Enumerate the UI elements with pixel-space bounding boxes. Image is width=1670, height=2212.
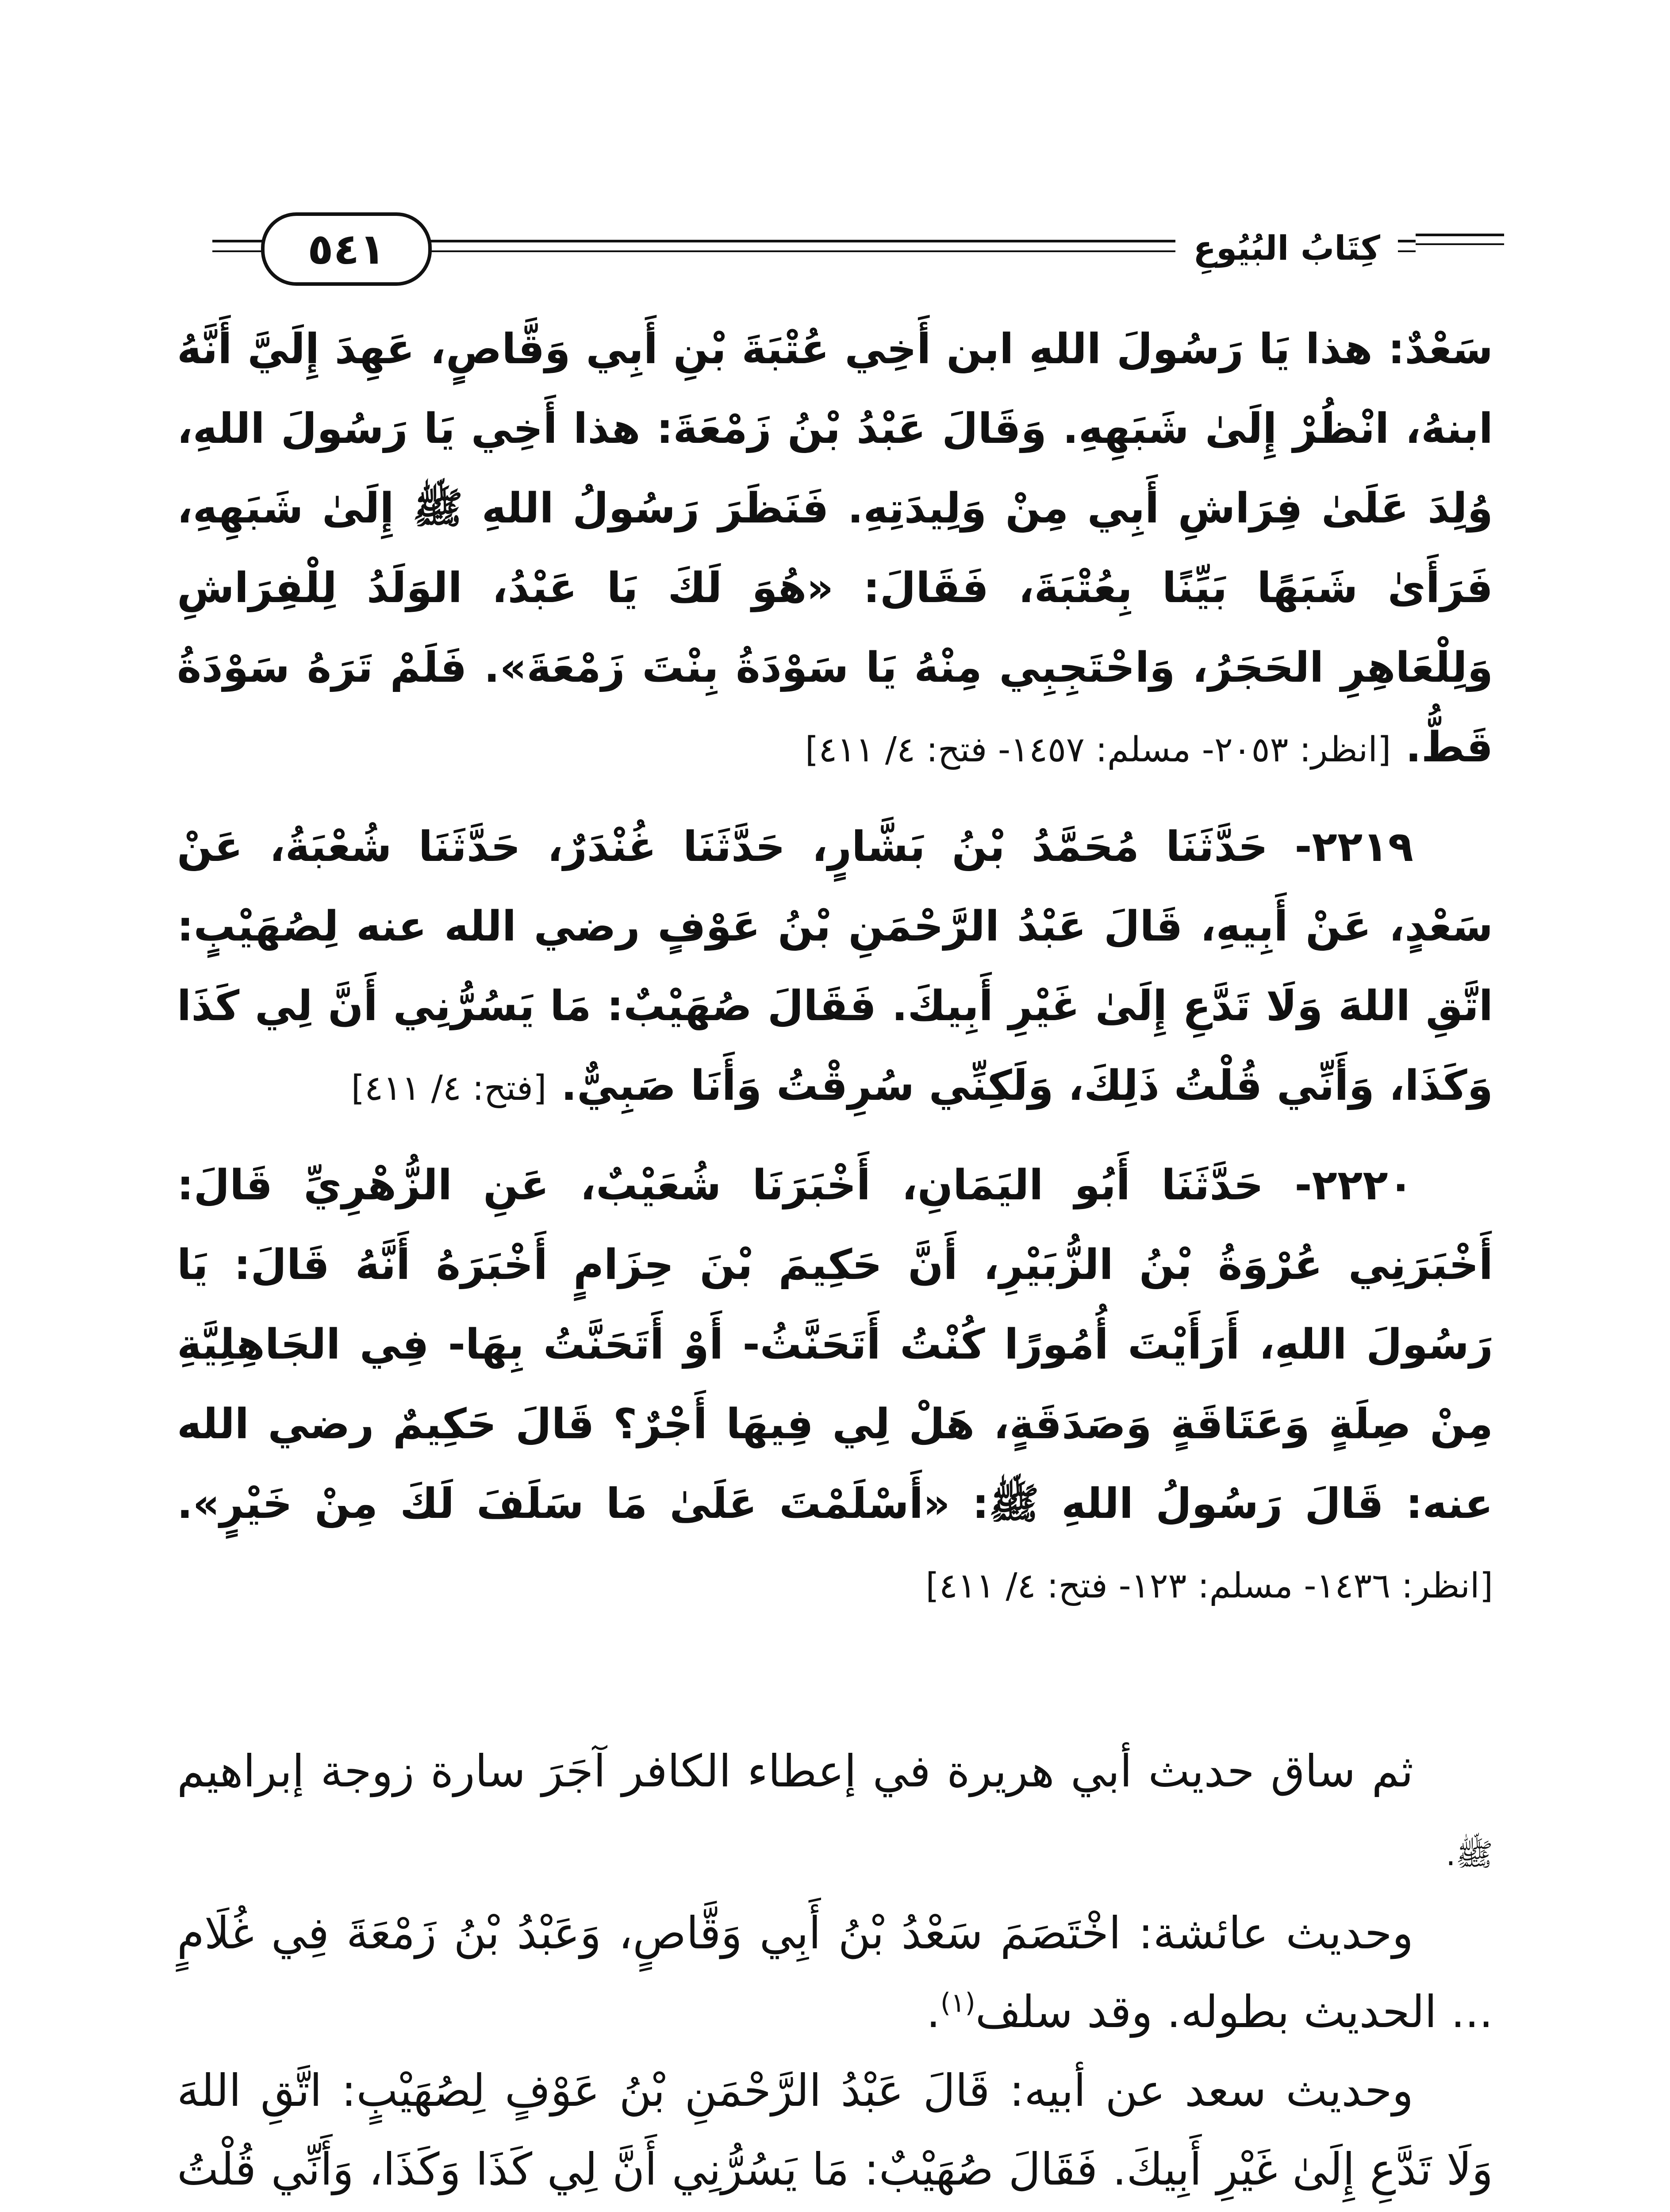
- hadith-body: ٢٢١٩- حَدَّثَنَا مُحَمَّدُ بْنُ بَشَّارٍ، حَدَّثَنَا غُنْدَرٌ، حَدَّثَنَا شُعْبَةُ، عَنْ سَعْدٍ، عَنْ أَبِيهِ، قَالَ عَبْدُ الرَّحْمَنِ بْنُ عَوْفٍ رضي الله عنه لِصُهَيْبٍ: اتَّقِ اللهَ وَلَا تَدَّعِ إِلَىٰ غَيْرِ أَبِيكَ. فَقَالَ صُهَيْبٌ: مَا يَسُرُّنِي أَنَّ لِي كَذَا وَكَذَا، وَأَنِّي قُلْتُ ذَلِكَ، وَلَكِنِّي سُرِقْتُ وَأَنَا صَبِيٌّ.: [177, 823, 1493, 1110]
- hadith-reference: [انظر: ١٤٣٦- مسلم: ١٢٣- فتح: ٤/ ٤١١]: [925, 1566, 1493, 1606]
- commentary-paragraph: [177, 2051, 1493, 2212]
- footnote-ref[interactable]: (١): [940, 1987, 975, 2019]
- section-gap: [177, 1644, 1493, 1732]
- hadith-text: [177, 1146, 1493, 1626]
- page-header: [195, 212, 1504, 283]
- commentary-text: وحديث عائشة: اخْتَصَمَ سَعْدُ بْنُ أَبِي وَقَّاصٍ، وَعَبْدُ بْنُ زَمْعَةَ فِي غُلَامٍ ... الحديث بطوله. وقد سلف: [177, 1907, 1493, 2038]
- commentary-paragraph: [177, 1894, 1493, 2051]
- commentary: [177, 1732, 1493, 2212]
- hadith-reference: [فتح: ٤/ ٤١١]: [351, 1068, 547, 1108]
- hadith-body: ٢٢٢٠- حَدَّثَنَا أَبُو اليَمَانِ، أَخْبَرَنَا شُعَيْبٌ، عَنِ الزُّهْرِيِّ قَالَ: أَخْبَرَنِي عُرْوَةُ بْنُ الزُّبَيْرِ، أَنَّ حَكِيمَ بْنَ حِزَامٍ أَخْبَرَهُ أَنَّهُ قَالَ: يَا رَسُولَ اللهِ، أَرَأَيْتَ أُمُورًا كُنْتُ أَتَحَنَّثُ- أَوْ أَتَحَنَّتُ بِهَا- فِي الجَاهِلِيَّةِ مِنْ صِلَةٍ وَعَتَاقَةٍ وَصَدَقَةٍ، هَلْ لِي فِيهَا أَجْرٌ؟ قَالَ حَكِيمٌ رضي الله عنه: قَالَ رَسُولُ اللهِ ﷺ: «أَسْلَمْتَ عَلَىٰ مَا سَلَفَ لَكَ مِنْ خَيْرٍ».: [177, 1161, 1493, 1528]
- commentary-text: ثم ساق حديث أبي هريرة في إعطاء الكافر آجَرَ سارة زوجة إبراهيم: [177, 1745, 1413, 1797]
- running-title: كِتَابُ البُيُوعِ: [1175, 217, 1398, 279]
- hadith-continuation: [177, 310, 1493, 790]
- page-number: ٥٤١: [261, 212, 432, 286]
- hadith-2220: [177, 1146, 1493, 1626]
- hadith-reference: [انظر: ٢٠٥٣- مسلم: ١٤٥٧- فتح: ٤/ ٤١١]: [805, 730, 1391, 770]
- honorific-glyph: ﷺ.: [1446, 1836, 1493, 1873]
- period: .: [926, 1986, 941, 2038]
- hadith-text: [177, 310, 1493, 790]
- header-ornament-rule-2: [1416, 243, 1504, 245]
- hadith-text: [177, 807, 1493, 1128]
- main-text: [177, 310, 1493, 2212]
- header-ornament: [1416, 230, 1504, 257]
- commentary-paragraph: [177, 1732, 1493, 1894]
- hadith-2219: [177, 807, 1493, 1128]
- hadith-body: سَعْدٌ: هذا يَا رَسُولَ اللهِ ابن أَخِي عُتْبَةَ بْنِ أَبِي وَقَّاصٍ، عَهِدَ إِلَيَّ أَنَّهُ ابنهُ، انْظُرْ إِلَىٰ شَبَهِهِ. وَقَالَ عَبْدُ بْنُ زَمْعَةَ: هذا أَخِي يَا رَسُولَ اللهِ، وُلِدَ عَلَىٰ فِرَاشِ أَبِي مِنْ وَلِيدَتِهِ. فَنَظَرَ رَسُولُ اللهِ ﷺ إِلَىٰ شَبَهِهِ، فَرَأَىٰ شَبَهًا بَيِّنًا بِعُتْبَةَ، فَقَالَ: «هُوَ لَكَ يَا عَبْدُ، الوَلَدُ لِلْفِرَاشِ وَلِلْعَاهِرِ الحَجَرُ، وَاحْتَجِبِي مِنْهُ يَا سَوْدَةُ بِنْتَ زَمْعَةَ». فَلَمْ تَرَهُ سَوْدَةُ قَطُّ.: [177, 325, 1493, 772]
- header-ornament-rule-1: [1416, 234, 1504, 236]
- commentary-text: وحديث سعد عن أبيه: قَالَ عَبْدُ الرَّحْمَنِ بْنُ عَوْفٍ لِصُهَيْبٍ: اتَّقِ اللهَ وَلَا تَدَّعِ إِلَىٰ غَيْرِ أَبِيكَ. فَقَالَ صُهَيْبٌ: مَا يَسُرُّنِي أَنَّ لِي كَذَا وَكَذَا، وَأَنِّي قُلْتُ: [177, 2065, 1493, 2195]
